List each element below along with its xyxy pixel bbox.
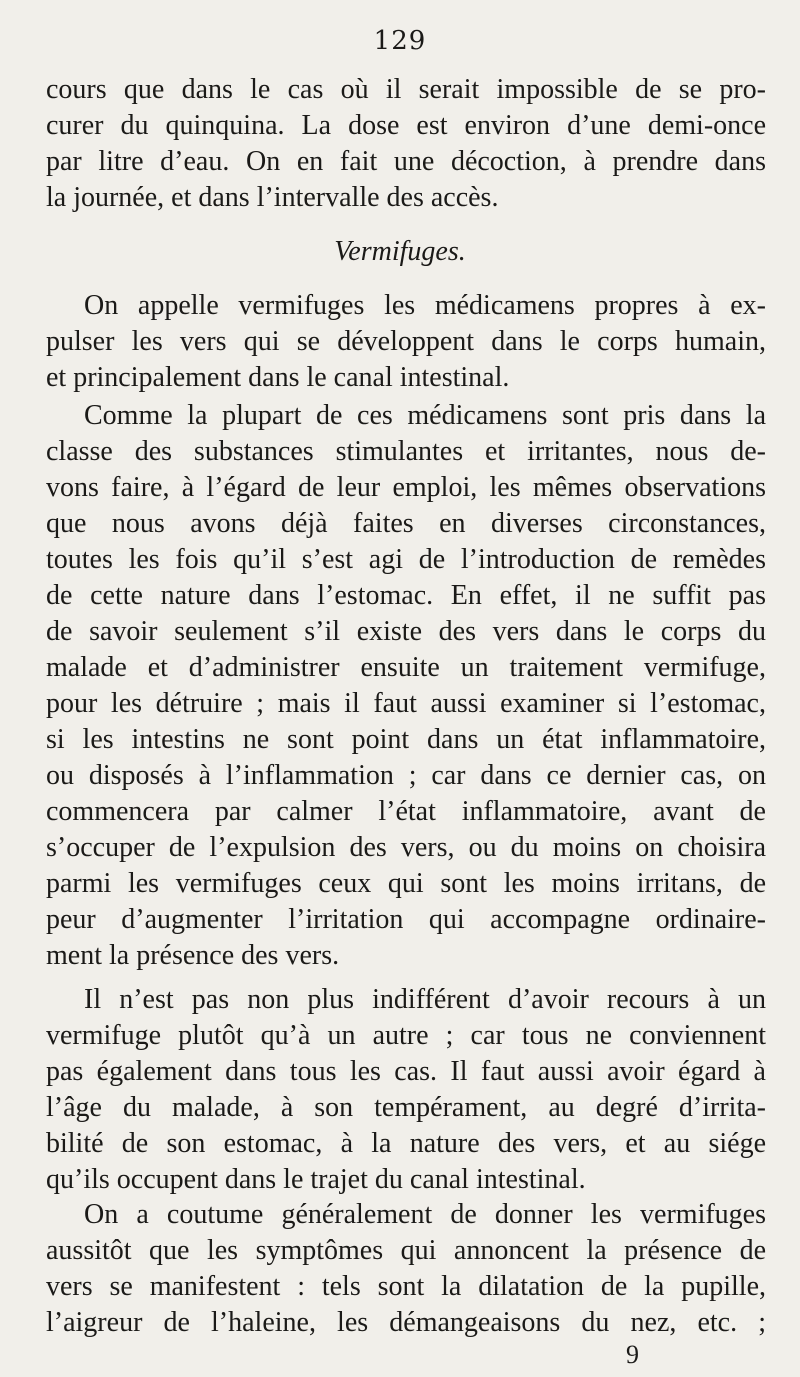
page-number: 129 [373,26,427,56]
text-line: si les intestins ne sont point dans un état inflammatoire, [46,724,766,755]
text-line: commencera par calmer l’état inflammatoire, avant de [46,796,766,827]
text-line: que nous avons déjà faites en diverses circonstances, [46,508,766,539]
text-line: s’occuper de l’expulsion des vers, ou du moins on choisira [46,832,766,863]
text-line: vermifuge plutôt qu’à un autre ; car tous ne conviennent [46,1020,766,1051]
text-line: par litre d’eau. On en fait une décoction, à prendre dans [46,146,766,177]
text-line: classe des substances stimulantes et irritantes, nous de- [46,436,766,467]
text-line: curer du quinquina. La dose est environ d’une demi-once [46,110,766,141]
text-line: vons faire, à l’égard de leur emploi, les mêmes observations [46,472,766,503]
text-line: pulser les vers qui se développent dans le corps humain, [46,326,766,357]
signature-mark: 9 [626,1340,639,1369]
text-line: pour les détruire ; mais il faut aussi examiner si l’estomac, [46,688,766,719]
text-line: On a coutume généralement de donner les vermifuges [84,1199,766,1230]
text-line: malade et d’administrer ensuite un traitement vermifuge, [46,652,766,683]
text-line: Il n’est pas non plus indifférent d’avoir recours à un [84,984,766,1015]
text-line: toutes les fois qu’il s’est agi de l’introduction de remèdes [46,544,766,575]
text-line: ou disposés à l’inflammation ; car dans ce dernier cas, on [46,760,766,791]
text-line: et principalement dans le canal intestinal. [46,362,510,393]
text-line: On appelle vermifuges les médicamens propres à ex- [84,290,766,321]
text-line: Comme la plupart de ces médicamens sont pris dans la [84,400,766,431]
text-line: vers se manifestent : tels sont la dilatation de la pupille, [46,1271,766,1302]
text-line: pas également dans tous les cas. Il faut aussi avoir égard à [46,1056,766,1087]
text-line: l’aigreur de l’haleine, les démangeaisons du nez, etc. ; [46,1307,766,1338]
text-line: bilité de son estomac, à la nature des vers, et au siége [46,1128,766,1159]
text-line: parmi les vermifuges ceux qui sont les moins irritans, de [46,868,766,899]
text-line: de savoir seulement s’il existe des vers dans le corps du [46,616,766,647]
text-line: peur d’augmenter l’irritation qui accompagne ordinaire- [46,904,766,935]
text-line: de cette nature dans l’estomac. En effet, il ne suffit pas [46,580,766,611]
text-line: ment la présence des vers. [46,940,340,971]
text-line: qu’ils occupent dans le trajet du canal intestinal. [46,1164,586,1195]
text-line: l’âge du malade, à son tempérament, au degré d’irrita- [46,1092,766,1123]
section-heading: Vermifuges. [334,236,466,267]
text-line: aussitôt que les symptômes qui annoncent la présence de [46,1235,766,1266]
text-line: la journée, et dans l’intervalle des accès. [46,182,499,213]
text-line: cours que dans le cas où il serait impossible de se pro- [46,74,766,105]
